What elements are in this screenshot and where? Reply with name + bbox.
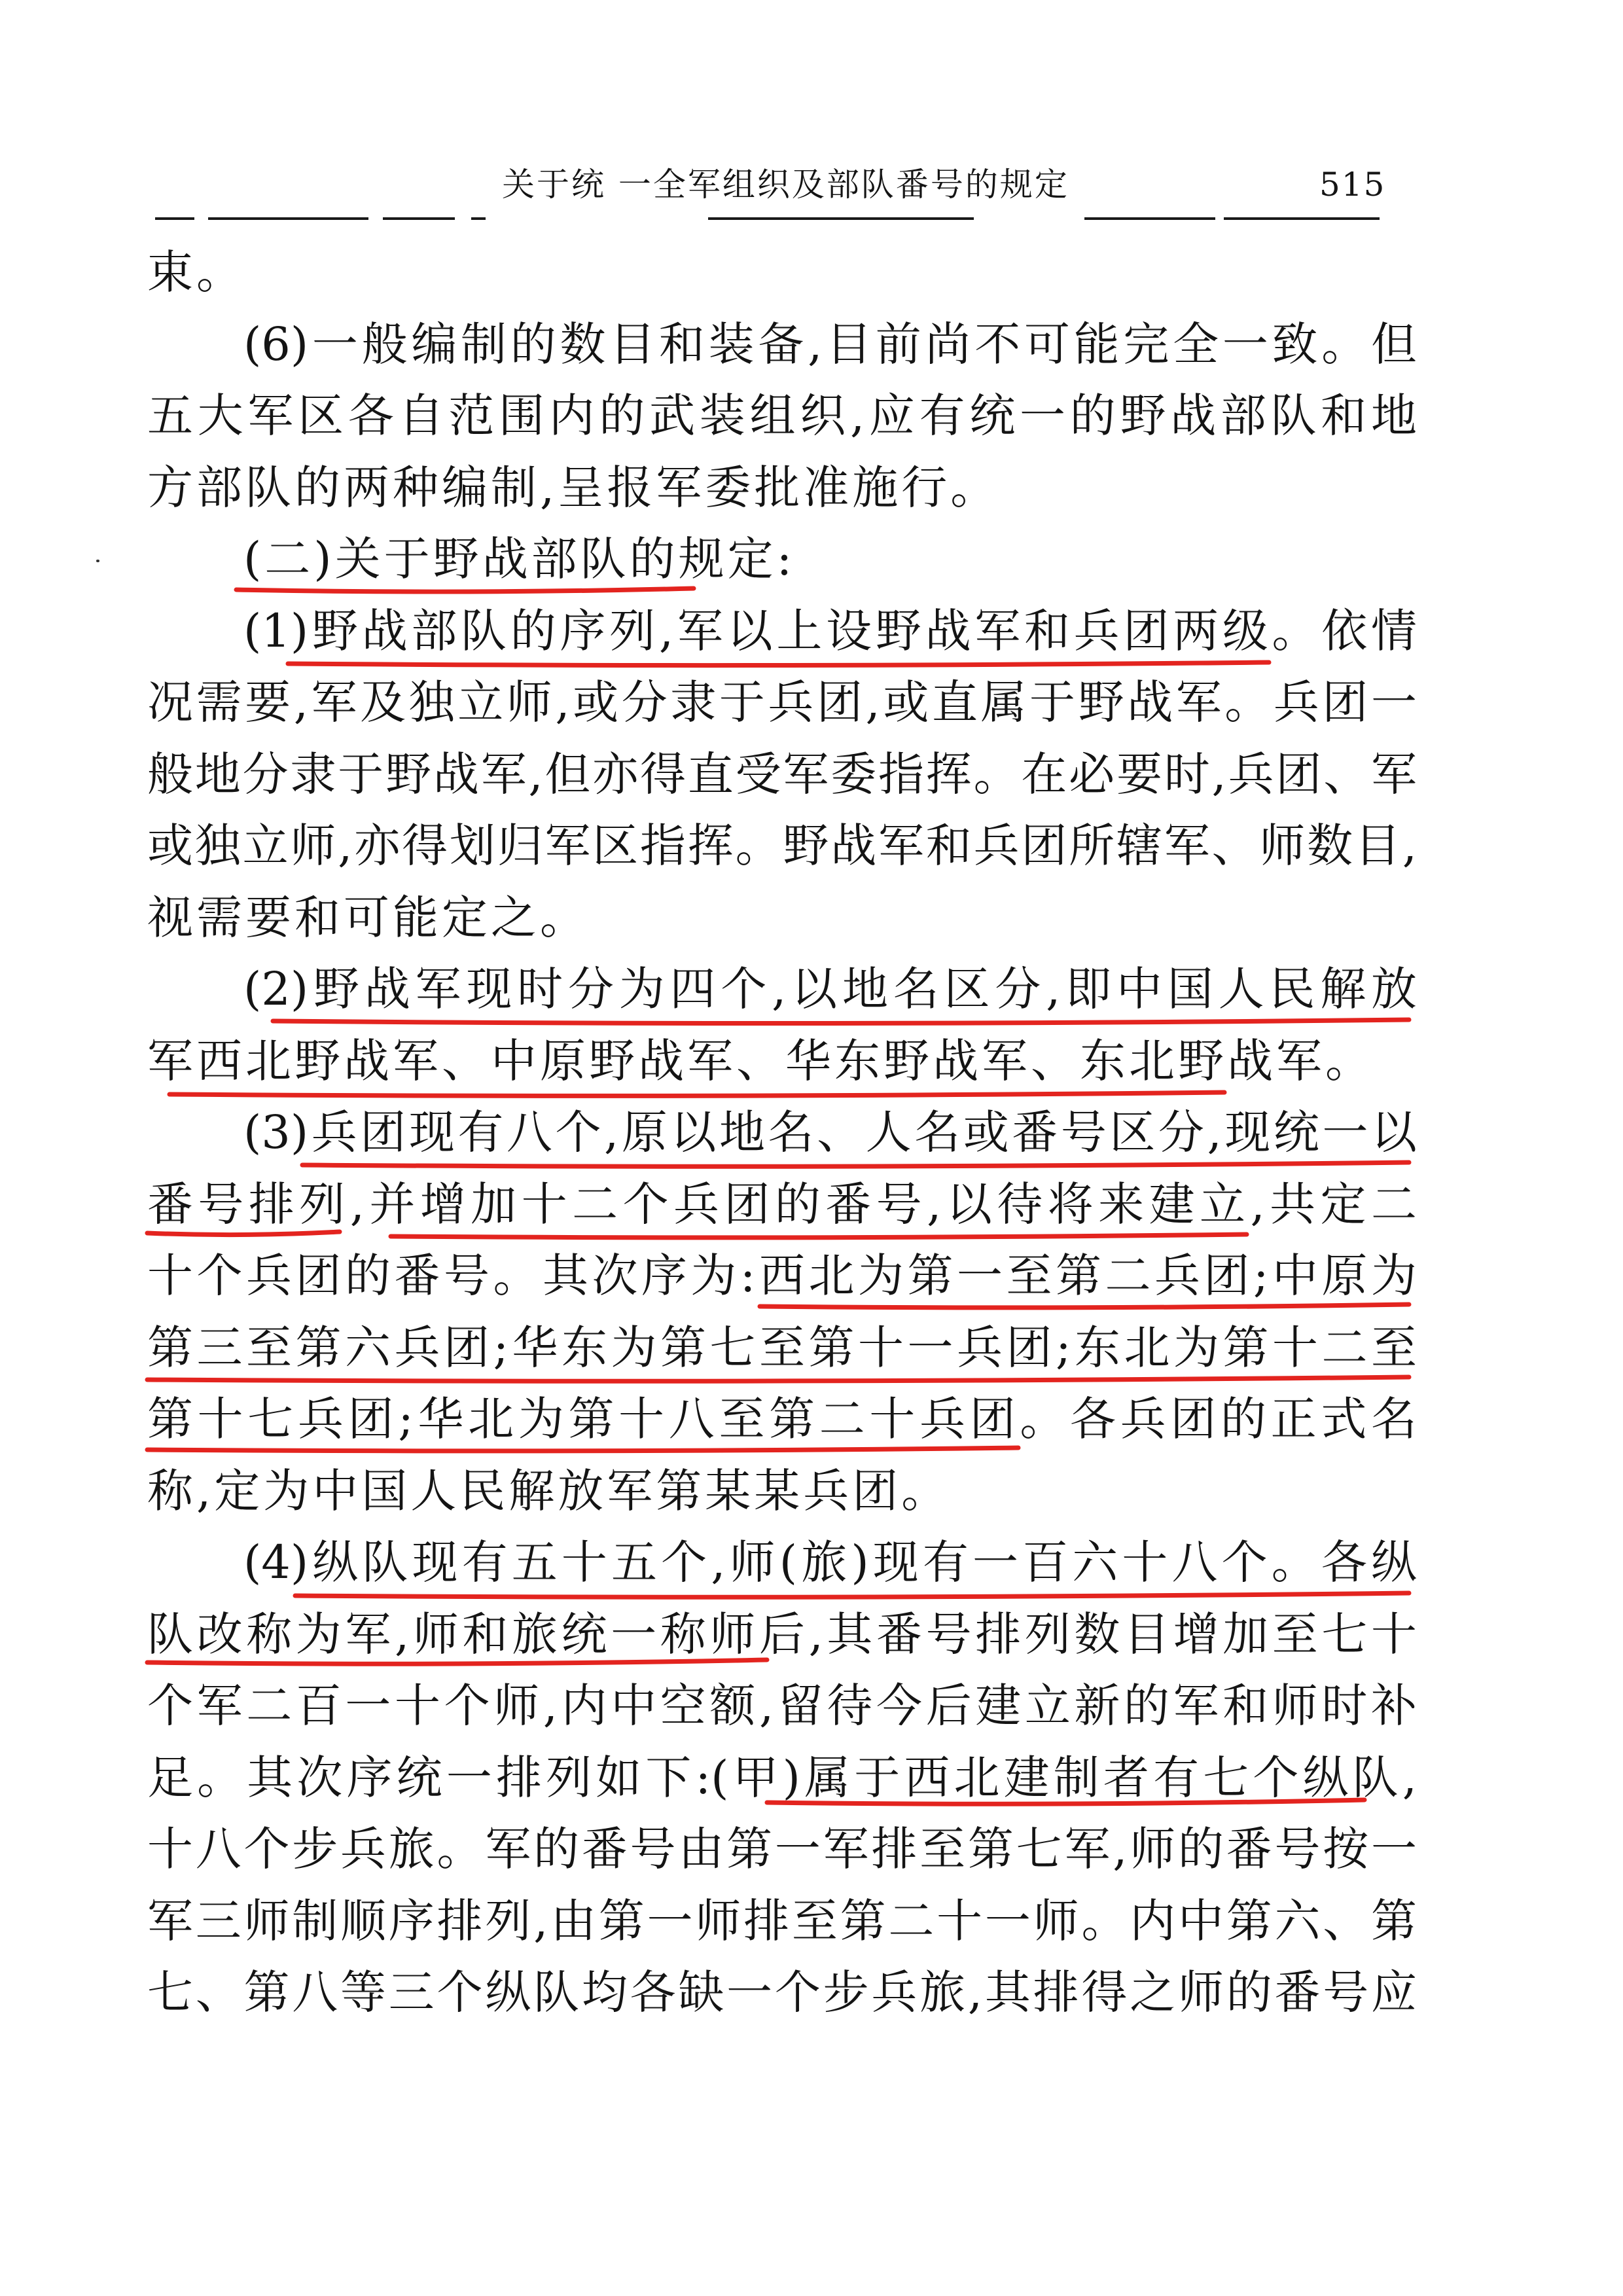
- header-rule-segment: [1224, 217, 1380, 220]
- text-line: (6)一般编制的数目和装备,目前尚不可能完全一致。但: [243, 317, 1417, 371]
- text-line: 十八个步兵旅。军的番号由第一军排至第七军,师的番号按一: [147, 1822, 1417, 1876]
- scan-speck: [96, 560, 99, 562]
- text-line: 况需要,军及独立师,或分隶于兵团,或直属于野战军。兵团一: [147, 675, 1417, 729]
- text-line: 军三师制顺序排列,由第一师排至第二十一师。内中第六、第: [147, 1893, 1417, 1948]
- text-line: 或独立师,亦得划归军区指挥。野战军和兵团所辖军、师数目,: [147, 819, 1417, 872]
- text-line: 军西北野战军、中原野战军、华东野战军、东北野战军。: [147, 1033, 1374, 1088]
- header-rule-segment: [208, 217, 368, 220]
- text-line: 第十七兵团;华北为第十八至第二十兵团。各兵团的正式名: [147, 1392, 1417, 1446]
- text-line: 视需要和可能定之。: [147, 890, 589, 944]
- text-line: 第三至第六兵团;华东为第七至第十一兵团;东北为第十二至: [147, 1320, 1417, 1374]
- text-line: 称,定为中国人民解放军第某某兵团。: [147, 1463, 951, 1518]
- header-rule-segment: [1084, 217, 1215, 220]
- header-rule-segment: [383, 217, 455, 220]
- text-line: 足。其次序统一排列如下:(甲)属于西北建制者有七个纵队,: [147, 1750, 1417, 1804]
- text-line: (1)野战部队的序列,军以上设野战军和兵团两级。依情: [243, 603, 1417, 658]
- text-line: 队改称为军,师和旅统一称师后,其番号排列数目增加至七十: [147, 1607, 1417, 1661]
- running-head-title: 关于统 一全军组织及部队番号的规定: [502, 166, 1069, 204]
- text-line: (2)野战军现时分为四个,以地名区分,即中国人民解放: [243, 962, 1417, 1016]
- text-line: 番号排列,并增加十二个兵团的番号,以待将来建立,共定二: [147, 1177, 1417, 1231]
- text-line: 个军二百一十个师,内中空额,留待今后建立新的军和师时补: [147, 1679, 1417, 1732]
- text-line: 五大军区各自范围内的武装组织,应有统一的野战部队和地: [147, 389, 1417, 442]
- section-heading: (二)关于野战部队的规定:: [243, 532, 796, 586]
- header-rule-segment: [708, 217, 974, 220]
- text-line: (3)兵团现有八个,原以地名、人名或番号区分,现统一以: [243, 1105, 1417, 1159]
- body-text: [147, 237, 1417, 2029]
- text-line: 般地分隶于野战军,但亦得直受军委指挥。在必要时,兵团、军: [147, 747, 1417, 801]
- text-line: 束。: [147, 245, 245, 299]
- text-line: 方部队的两种编制,呈报军委批准施行。: [147, 460, 1000, 514]
- header-rule-segment: [471, 217, 486, 220]
- header-rule-segment: [155, 217, 194, 220]
- page-number: 515: [1319, 166, 1386, 204]
- text-line: 十个兵团的番号。其次序为:西北为第一至第二兵团;中原为: [147, 1249, 1417, 1302]
- text-line: 七、第八等三个纵队均各缺一个步兵旅,其排得之师的番号应: [147, 1965, 1417, 2019]
- text-line: (4)纵队现有五十五个,师(旅)现有一百六十八个。各纵: [243, 1535, 1417, 1589]
